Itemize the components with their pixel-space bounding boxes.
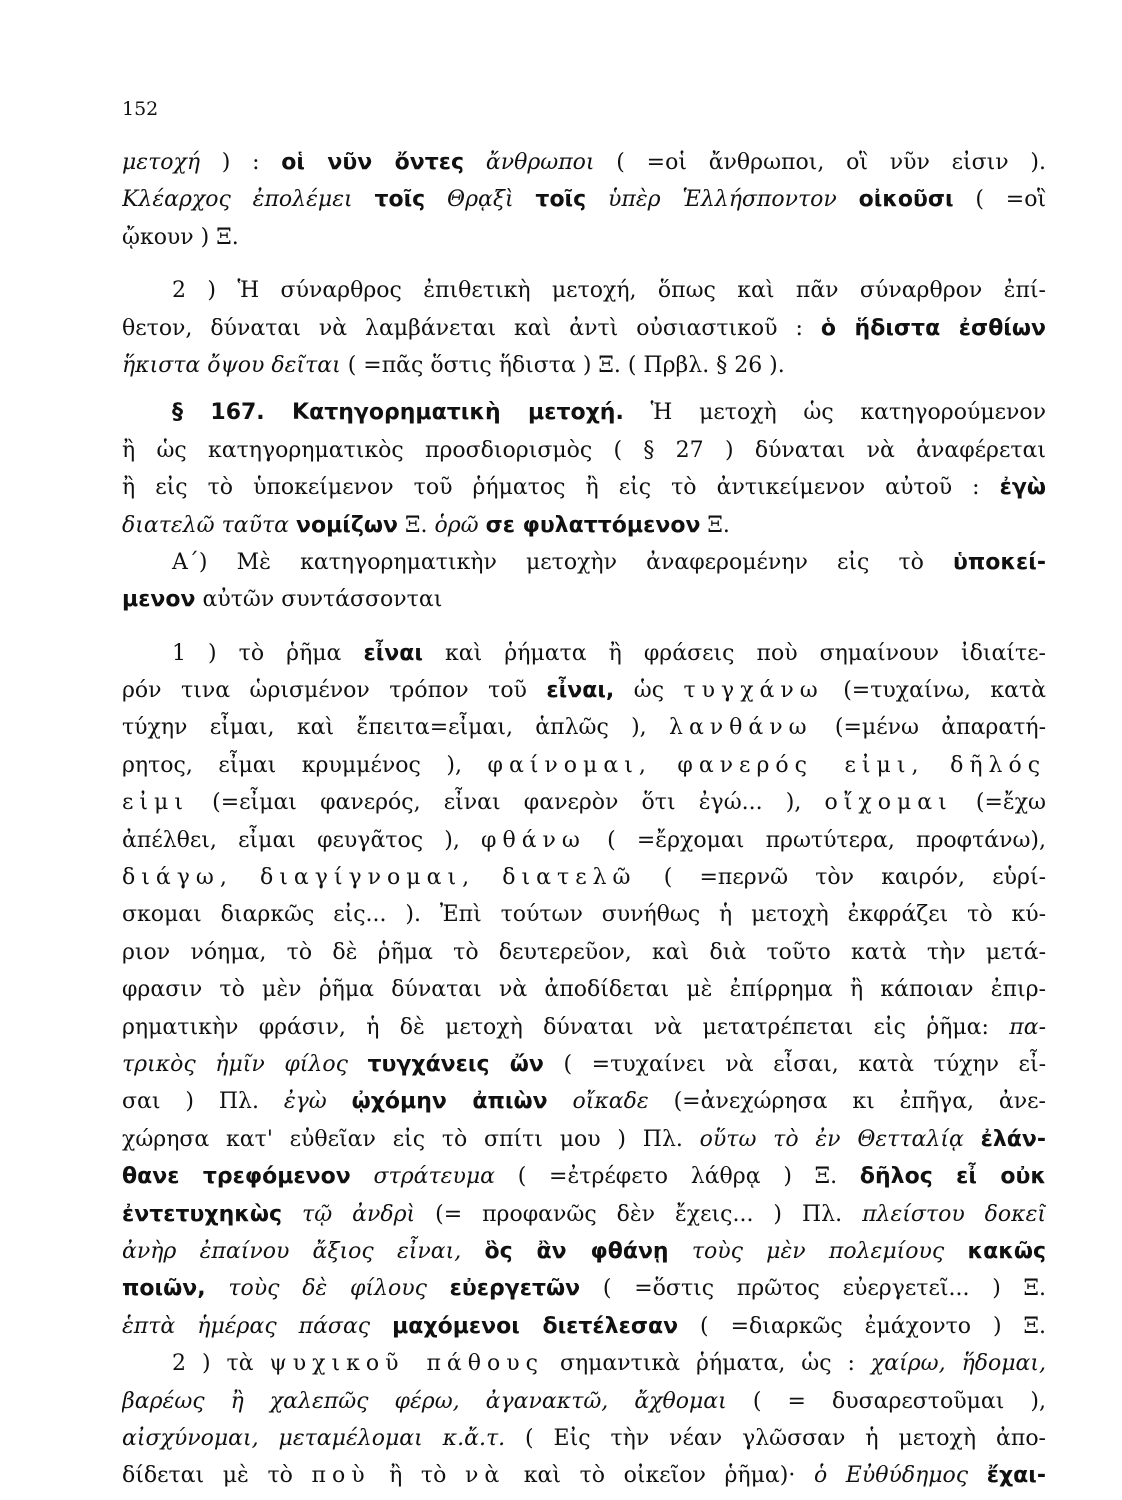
text-run: ἀπέλθει, εἶμαι φευγᾶτος ), (122, 827, 482, 853)
text-run (837, 187, 859, 212)
text-line (122, 971, 1046, 1008)
text-run: ὑποκεί- (953, 549, 1046, 575)
text-run: ὁ Εὐθύδημος (813, 1463, 969, 1489)
text-run: εἶναι (363, 640, 423, 666)
text-run (427, 1276, 450, 1301)
text-line (122, 219, 1046, 256)
text-run: ἥκιστα ὄψου δεῖται (122, 352, 341, 378)
text-run: οἴχομαι (824, 790, 953, 816)
text-run: φαίνομαι, (487, 752, 652, 778)
text-run: σε φυλαττόμενον (485, 512, 701, 538)
text-run: Θρᾳξὶ (447, 187, 514, 213)
text-run: ἢ ὡς κατηγορηματικὸς προσδιορισμὸς ( § 27 ) δύναται νὰ ἀναφέρεται (122, 437, 1046, 463)
text-run: τύχην εἶμαι, καὶ ἔπειτα=εἶμαι, ἁπλῶς ), (122, 715, 669, 741)
text-line (122, 1270, 1046, 1307)
text-line (122, 469, 1046, 506)
text-line (122, 1046, 1046, 1083)
text-line (122, 747, 1046, 784)
text-run: μαχόμενοι διετέλεσαν (392, 1313, 679, 1339)
text-run: αἰσχύνομαι, μεταμέλομαι κ.ἄ.τ. (122, 1425, 506, 1451)
text-run: τοῖς (374, 187, 426, 213)
text-run: τυγχάνεις ὤν (367, 1051, 544, 1077)
text-run: οἴκαδε (572, 1089, 649, 1115)
text-run: (=μένω ἀπαρατή- (812, 715, 1046, 741)
text-run: ὁ ἥδιστα ἐσθίων (820, 315, 1046, 341)
text-run: δίδεται μὲ τὸ (122, 1463, 312, 1489)
text-line (122, 144, 1046, 181)
text-run: ἐγὼ (999, 475, 1046, 501)
text-run: σαι ) Πλ. (122, 1089, 284, 1115)
text-run: ᾠχόμην ἀπιὼν (351, 1089, 548, 1115)
text-run: ρηματικὴν φράσιν, ἡ δὲ μετοχὴ δύναται νὰ μετατρέπεται εἰς ῥῆμα: (122, 1014, 1010, 1040)
text-run: ριον νόημα, τὸ δὲ ῥῆμα τὸ δευτερεῦον, καὶ διὰ τοῦτο κατὰ τὴν μετά- (122, 939, 1046, 965)
text-line (122, 934, 1046, 971)
text-run (233, 865, 260, 890)
text-run: ( =τυχαίνει νὰ εἶσαι, κατὰ τύχην εἶ- (543, 1051, 1046, 1077)
text-run: ὡς (614, 678, 684, 704)
text-run: δῆλος εἶ οὐκ (859, 1164, 1046, 1190)
text-run: μενον (122, 587, 196, 613)
text-line (122, 1233, 1046, 1270)
text-run (461, 1239, 484, 1264)
text-line (122, 272, 1046, 309)
text-run: καὶ ῥήματα ἢ φράσεις ποὺ σημαίνουν ἰδιαίτε- (422, 640, 1046, 666)
text-run: διαγίγνομαι, (260, 865, 476, 891)
text-run: σημαντικὰ ῥήματα, ὡς : (543, 1351, 871, 1377)
text-line (122, 432, 1046, 469)
text-run: διατελῶ (502, 865, 637, 891)
text-run: λανθάνω (669, 715, 813, 741)
text-run (924, 753, 950, 778)
text-run: ( Εἰς τὴν νέαν γλῶσσαν ἡ μετοχὴ ἀπο- (505, 1425, 1046, 1451)
text-run: τοῖς (535, 187, 587, 213)
text-run: (=εἶμαι φανερός, εἶναι φανερὸν ὅτι ἐγώ... ), (188, 790, 825, 816)
text-run (464, 150, 486, 175)
text-line (122, 1158, 1046, 1195)
text-line (122, 784, 1046, 821)
text-run: ( =ἔρχομαι πρωτύτερα, προφτάνω), (585, 827, 1046, 853)
text-run: ρόν τινα ὡρισμένον τρόπον τοῦ (122, 678, 547, 704)
text-run: ὁρῶ (434, 512, 479, 538)
text-run: ρητος, εἶμαι κρυμμένος ), (122, 752, 488, 778)
text-run: σκομαι διαρκῶς εἰς... ). Ἐπὶ τούτων συνήθως ἡ μετοχὴ ἐκφράζει τὸ κύ- (122, 902, 1046, 928)
page-text (122, 144, 1046, 1495)
text-run: εὐεργετῶν (449, 1276, 581, 1302)
text-run: ἢ εἰς τὸ ὑποκείμενον τοῦ ῥήματος ἢ εἰς τὸ ἀντικείμενον αὐτοῦ : (122, 475, 1000, 501)
text-run: § 167. Κατηγορηματικὴ μετοχή. (172, 400, 624, 426)
text-run: 1 ) τὸ ῥῆμα (172, 640, 364, 666)
text-line (122, 1308, 1046, 1345)
text-line (122, 394, 1046, 431)
text-line (122, 1457, 1046, 1494)
text-run: ) : (200, 150, 282, 175)
text-run (425, 187, 447, 212)
text-line (122, 672, 1046, 709)
text-run: ἐγὼ (283, 1089, 327, 1115)
text-run: ( =περνῶ τὸν καιρόν, εὑρί- (636, 865, 1046, 891)
text-run: δῆλός (950, 752, 1046, 778)
text-run: πα- (1009, 1014, 1046, 1040)
text-run: κακῶς (967, 1238, 1046, 1264)
text-line (122, 347, 1046, 384)
text-run: θανε τρεφόμενον (122, 1164, 351, 1190)
text-run (514, 187, 536, 212)
text-run (327, 1089, 352, 1114)
text-run: (=τυχαίνω, κατὰ (823, 678, 1046, 704)
text-line (122, 1383, 1046, 1420)
text-run (652, 753, 678, 778)
text-run (669, 1239, 692, 1264)
text-run: Α΄) Μὲ κατηγορηματικὴν μετοχὴν ἀναφερομένην εἰς τὸ (172, 549, 954, 575)
text-run: Κλέαρχος ἐπολέμει (122, 187, 353, 213)
text-run: ἄνθρωποι (485, 150, 595, 175)
text-run: πλείστου δοκεῖ (862, 1201, 1046, 1227)
text-line (122, 1083, 1046, 1120)
text-run: ἔχαι- (986, 1463, 1046, 1489)
text-run: οἱ νῦν ὄντες (281, 150, 465, 175)
text-run: νὰ (464, 1463, 506, 1489)
text-run: Ξ. (700, 512, 730, 538)
text-run: ( =οἱ ἄνθρωποι, οἳ νῦν εἰσιν ). (594, 150, 1046, 175)
text-run: ψυχικοῦ πάθους (269, 1351, 544, 1377)
text-run: νομίζων (296, 512, 398, 538)
text-run: ( =πᾶς ὅστις ἥδιστα ) Ξ. ( Πρβλ. § 26 ). (340, 352, 785, 378)
text-line (122, 181, 1046, 218)
text-run (964, 1127, 981, 1152)
text-run (944, 1239, 967, 1264)
text-run: ἐντετυχηκὼς (122, 1201, 283, 1227)
text-run: οἰκοῦσι (858, 187, 954, 213)
text-run: εἶναι, (546, 678, 615, 704)
text-run: μετοχή (122, 150, 201, 175)
text-line (122, 896, 1046, 933)
text-run (475, 865, 502, 890)
text-run: 2 ) τὰ (172, 1351, 270, 1377)
text-line (122, 1009, 1046, 1046)
text-line (122, 822, 1046, 859)
text-run: Ξ. (397, 512, 435, 538)
text-run: ( =οἳ (953, 187, 1046, 213)
text-run: εἰμι (122, 790, 189, 816)
text-run (353, 187, 375, 212)
text-run (370, 1314, 392, 1339)
text-run: τρικὸς ἡμῖν φίλος (122, 1051, 348, 1077)
text-run: καὶ τὸ οἰκεῖον ῥῆμα)· (505, 1463, 814, 1489)
text-line (122, 1420, 1046, 1457)
text-run: χώρησα κατ' εὐθεῖαν εἰς τὸ σπίτι μου ) Πλ. (122, 1126, 700, 1152)
text-run: οὕτω τὸ ἐν Θετταλίᾳ (699, 1126, 964, 1152)
text-line (122, 581, 1046, 618)
text-run: τοὺς μὲν πολεμίους (691, 1238, 945, 1264)
text-run: φρασιν τὸ μὲν ῥῆμα δύναται νὰ ἀποδίδεται μὲ ἐπίρρημα ἢ κάποιαν ἐπιρ- (122, 977, 1046, 1003)
text-run (586, 187, 608, 212)
text-run: θετον, δύναται νὰ λαμβάνεται καὶ ἀντὶ οὐσιαστικοῦ : (122, 315, 821, 341)
text-run: ἢ τὸ (370, 1463, 465, 1489)
text-line (122, 1196, 1046, 1233)
text-run: τυγχάνω (683, 678, 824, 704)
text-run: χαίρω, ἥδομαι, (870, 1351, 1046, 1377)
text-line (122, 1121, 1046, 1158)
page-number: 152 (122, 98, 159, 120)
text-run: αὐτῶν συντάσσονται (195, 587, 443, 613)
text-run (479, 513, 486, 538)
text-run (548, 1089, 573, 1114)
text-run: τοὺς δὲ φίλους (228, 1276, 427, 1302)
text-line (122, 544, 1046, 581)
text-line (122, 1345, 1046, 1382)
text-run: ἐλάν- (980, 1126, 1046, 1152)
text-run: ( =ἐτρέφετο λάθρᾳ ) Ξ. (494, 1164, 860, 1190)
text-run: ( =ὅστις πρῶτος εὐεργετεῖ... ) Ξ. (580, 1276, 1046, 1302)
text-run: ἑπτὰ ἡμέρας πάσας (122, 1313, 371, 1339)
text-line (122, 310, 1046, 347)
text-run (968, 1463, 987, 1488)
text-run: ( = δυσαρεστοῦμαι ), (726, 1388, 1046, 1414)
text-line (122, 635, 1046, 672)
text-run (289, 513, 296, 538)
text-run: (=ἔχω (952, 790, 1046, 816)
text-run: ( =διαρκῶς ἐμάχοντο ) Ξ. (678, 1313, 1046, 1339)
text-run (206, 1276, 229, 1301)
text-run: φανερός εἰμι, (677, 752, 925, 778)
text-line (122, 859, 1046, 896)
text-line (122, 507, 1046, 544)
text-run: ὃς ἂν φθάνῃ (484, 1238, 669, 1264)
text-run: διατελῶ ταῦτα (122, 512, 290, 538)
text-run: (=ἀνεχώρησα κι ἐπῆγα, ἀνε- (648, 1089, 1046, 1115)
text-run: φθάνω (481, 827, 586, 853)
text-run: τῷ ἀνδρὶ (302, 1201, 416, 1227)
text-run (351, 1164, 374, 1189)
text-line (122, 709, 1046, 746)
text-run: ἀνὴρ ἐπαίνου ἄξιος εἶναι, (122, 1238, 462, 1264)
text-run: ποὺ (311, 1463, 371, 1489)
text-run (348, 1052, 368, 1077)
text-run (282, 1202, 302, 1227)
text-run: ᾤκουν ) Ξ. (122, 224, 239, 250)
text-run: ὑπὲρ Ἑλλήσποντον (607, 187, 837, 213)
text-run: βαρέως ἢ χαλεπῶς φέρω, ἀγανακτῶ, ἄχθομαι (122, 1388, 727, 1414)
text-run: Ἡ μετοχὴ ὡς κατηγορούμενον (623, 400, 1046, 426)
text-run: διάγω, (122, 865, 233, 891)
text-run: 2 ) Ἡ σύναρθρος ἐπιθετικὴ μετοχή, ὅπως καὶ πᾶν σύναρθρον ἐπί- (172, 278, 1046, 304)
text-run: (= προφανῶς δὲν ἔχεις... ) Πλ. (415, 1201, 863, 1227)
text-run: ποιῶν, (122, 1276, 206, 1302)
text-run: στράτευμα (373, 1164, 495, 1190)
